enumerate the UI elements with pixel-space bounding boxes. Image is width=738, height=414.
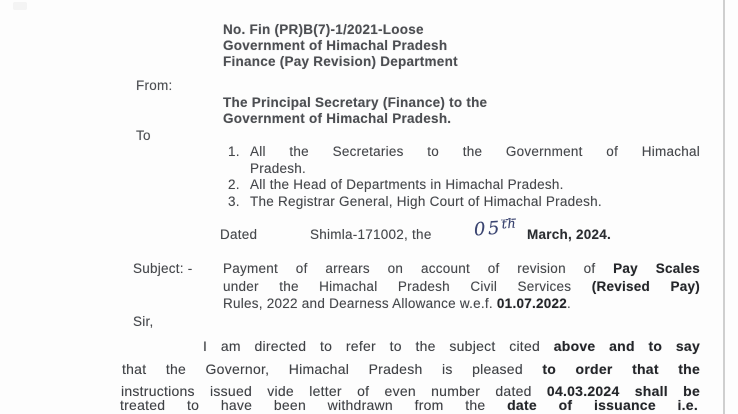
to-label: To — [136, 128, 151, 143]
recipient-number: 1. — [228, 144, 240, 159]
scan-smudge — [13, 2, 27, 10]
subject-line: Payment of arrears on account of revision of Pay Scales — [223, 261, 700, 276]
reference-number: No. Fin (PR)B(7)-1/2021-Loose — [223, 22, 424, 37]
recipient-item: The Registrar General, High Court of Himachal Pradesh. — [250, 194, 602, 209]
handwritten-day-suffix: th — [501, 216, 517, 233]
recipient-item: All the Secretaries to the Government of Himachal — [250, 144, 700, 159]
subject-label: Subject: - — [133, 261, 193, 276]
body-line: treated to have been withdrawn from the date of issuance i.e. — [120, 397, 698, 413]
from-address-line: The Principal Secretary (Finance) to the — [223, 95, 488, 110]
handwritten-day: 05 — [473, 217, 503, 241]
date-place: Shimla-171002, the — [310, 227, 432, 242]
from-address-line: Government of Himachal Pradesh. — [223, 111, 452, 126]
subject-line: under the Himachal Pradesh Civil Services (Revised Pay) — [223, 279, 700, 294]
body-line: that the Governor, Himachal Pradesh is pleased to order that the — [122, 361, 700, 377]
page-edge-scan-line — [723, 0, 725, 414]
recipient-item-continued: Pradesh. — [250, 161, 307, 176]
salutation: Sir, — [133, 314, 154, 329]
body-line: I am directed to refer to the subject cited above and to say — [203, 338, 701, 354]
body-line: instructions issued vide letter of even number dated 04.03.2024 shall be — [121, 383, 700, 399]
date-month-year: March, 2024. — [527, 227, 612, 242]
handwritten-date — [473, 217, 517, 241]
recipient-number: 3. — [228, 194, 240, 209]
recipient-item: All the Head of Departments in Himachal Pradesh. — [250, 177, 564, 192]
recipient-number: 2. — [228, 177, 240, 192]
org-name: Government of Himachal Pradesh — [223, 38, 448, 53]
subject-line: Rules, 2022 and Dearness Allowance w.e.f. 01.07.2022. — [223, 296, 572, 311]
dated-label: Dated — [220, 227, 258, 242]
department-name: Finance (Pay Revision) Department — [223, 54, 458, 69]
from-label: From: — [136, 78, 173, 93]
